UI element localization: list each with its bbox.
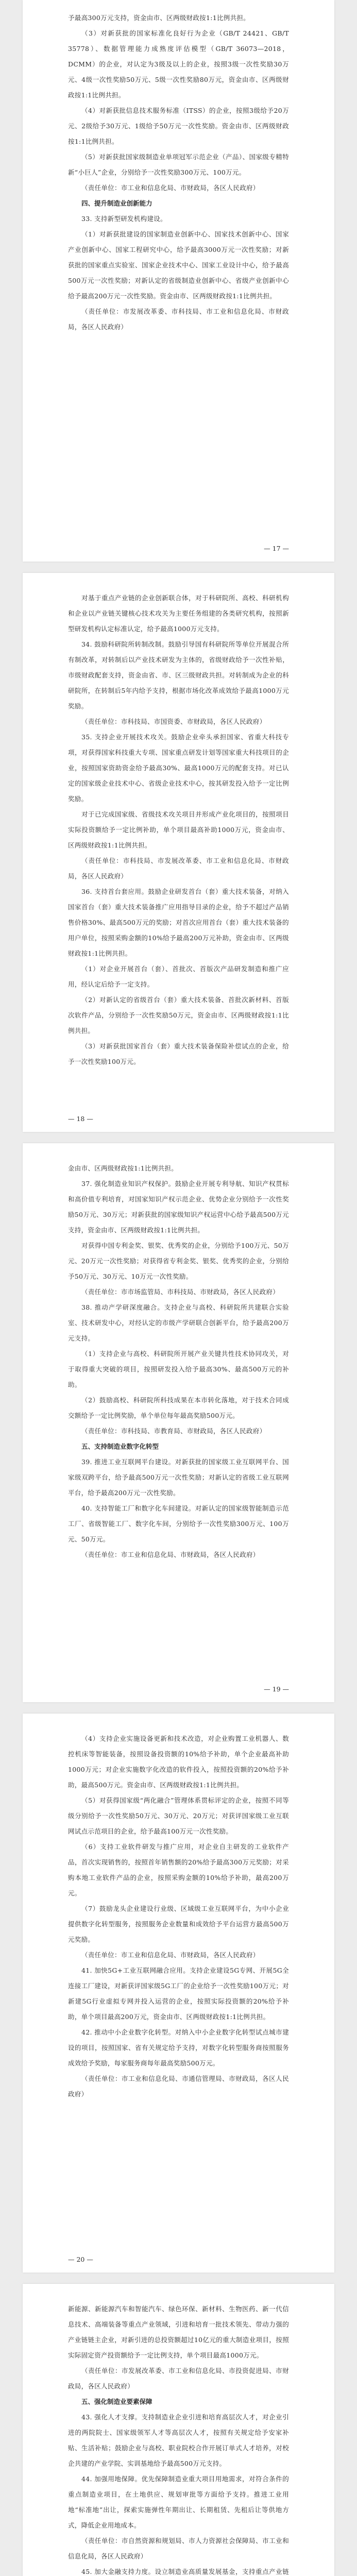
paragraph: （3）对新获批国家首台（套）重大技术装备保险补偿试点的企业，给予一次性奖励100万元。 (68, 1042, 289, 1065)
page-number: — 18 — (68, 1115, 93, 1123)
paragraph: （7）鼓励龙头企业建设行业级、区域级工业互联网平台，为中小企业提供数字化转型服务，按照服务企业数量和成效给予平台运营方最高500万元奖励。 (68, 1905, 289, 1943)
page-number: — 19 — (264, 1685, 289, 1693)
paragraph: （2）鼓励高校、科研院所科技成果在本市转化落地，对于技术合同成交额给予一定比例奖励，单个单位每年最高奖励500万元。 (68, 1396, 289, 1419)
page-number: — 17 — (264, 545, 289, 552)
paragraph: （4）支持企业实施设备更新和技术改造，对企业购置工业机器人、数控机床等智能装备，按照设备投资额的10%给予补助，单个企业最高补助1000万元；对企业实施数字化改造的软件投入，按照投资额的20%给予补助，最高500万元。资金由市、区两级财政按1:1比例共担。 (68, 1735, 289, 1789)
paragraph: 予最高300万元支持，资金由市、区两级财政按1:1比例共担。 (68, 14, 250, 22)
paragraph: 38. 推动产学研深度融合。支持企业与高校、科研院所共建联合实验室、技术研发中心，对经认定的市级产学研联合创新平台，给予最高200万元支持。 (68, 1303, 289, 1342)
paragraph: （5）对新获批国家级制造业单项冠军示范企业（产品）、国家级专精特新“小巨人”企业，分别给予一次性奖励300万元、100万元。 (68, 153, 289, 176)
paragraph: （1）支持企业与高校、科研院所开展产业关键共性技术协同攻关，对于取得重大突破的项目，按照研发投入给予最高30%、最高500万元的补助。 (68, 1350, 289, 1388)
paragraph: （2）对新认定的省级首台（套）重大技术装备、首批次新材料、首版次软件产品，分别给予一次性奖励50万元，资金由市、区两级财政按1:1比例共担。 (68, 996, 289, 1035)
paragraph: （责任单位：市自然资源和规划局、市人力资源社会保障局、市工业和信息化局，各区人民政府） (68, 2537, 289, 2560)
paragraph: （责任单位：市工业和信息化局、市财政局，各区人民政府） (81, 184, 260, 192)
paragraph: （1）对新获批建设的国家制造业创新中心、国家技术创新中心、国家产业创新中心、国家工程研究中心，给予最高3000万元一次性奖励；对新获批的国家重点实验室、国家企业技术中心、国家工业设计中心，给予最高500万元一次性奖励；对新认定的省级制造业创新中心、省级产业创新中心给予最高200万元一次性奖励。资金由市、区两级财政按1:1比例共担。 (68, 230, 289, 300)
paragraph: 对基于重点产业链的企业创新联合体，对于科研院所、高校、科研机构和企业以产业链关键核心技术攻关为主要任务组建的各类研究机构，按照新型研发机构认定标准认定，给予最高1000万元支持。 (68, 594, 289, 633)
paragraph: （3）对新获批的国家标准化良好行为企业（GB/T 24421、GB/T 35778）、数据管理能力成熟度评估模型（GB/T 36073—2018，DCMM）的企业，对认定为3级及以上的企业，按照3级一次性奖励30万元、4级一次性奖励50万元、5级一次性奖励80万元，资金由市、区两级财政按1:1比例共担。 (68, 29, 289, 99)
paragraph: 金由市、区两级财政按1:1比例共担。 (68, 1164, 178, 1172)
section-heading: 四、提升制造业创新能力 (81, 199, 152, 207)
paragraph: 41. 加快5G+工业互联网融合应用。支持企业建设5G专网、开展5G全连接工厂建设，对新获评国家级5G工厂的企业给予一次性奖励100万元；对新建5G行业虚拟专网并投入运营的企业，按照实际投资额的20%给予补助，单个项目最高200万元，资金由市、区两级财政按1:1比例共担。 (68, 1967, 289, 2021)
paragraph: （4）对新获批信息技术服务标准（ITSS）的企业，按照3级给予20万元、2级给予30万元、1级给予50万元一次性奖励。资金由市、区两级财政按1:1比例共担。 (68, 107, 289, 145)
paragraph: 44. 加强用地保障。优先保障制造业重大项目用地需求，对符合条件的重点制造业项目，在土地供应、规划审批等方面给予支持。推进工业用地“标准地”出让，探索实施弹性年期出让、长期租赁、先租后让等供地方式，降低企业用地成本。 (68, 2475, 289, 2529)
paragraph: （责任单位：市工业和信息化局、市通信管理局、市财政局，各区人民政府） (68, 2075, 289, 2098)
section-heading: 五、强化制造业要素保障 (81, 2398, 152, 2405)
paragraph: （1）对企业开展首台（套）、首批次、首版次产品研发制造和推广应用，经认定后给予一定支持。 (68, 965, 289, 988)
paragraph: 对获得中国专利金奖、银奖、优秀奖的企业，分别给予100万元、50万元、20万元一次性奖励；对获得省专利金奖、银奖、优秀奖的企业，分别给予50万元、30万元、10万元一次性奖励。 (68, 1242, 289, 1280)
paragraph: （责任单位：市发展改革委、市科技局、市工业和信息化局、市财政局，各区人民政府） (68, 308, 289, 331)
paragraph: （6）支持工业软件研发与推广应用，对企业自主研发的工业软件产品，首次实现销售的，按照首年销售额的20%给予最高300万元奖励；对采购本地工业软件产品的企业，按照采购金额的10%给予补助，最高200万元。 (68, 1843, 289, 1897)
paragraph: （责任单位：市市场监管局、市科技局、市财政局，各区人民政府） (81, 1288, 280, 1296)
paragraph: （责任单位：市工业和信息化局、市财政局，各区人民政府） (81, 1951, 260, 1959)
paragraph: 34. 鼓励科研院所转制改制。鼓励引导国有科研院所等单位开展混合所有制改革，对转制后以产业技术研发为主体的，省级财政给予一次性补贴，市级财政配套支持，资金由省、市、区三级财政共担。对转制成为企业的科研院所，在转制后5年内给予支持，根据市场化改革成效给予最高1000万元奖励。 (68, 640, 289, 710)
document-page-17 (23, 0, 334, 562)
paragraph: 37. 强化制造业知识产权保护。鼓励企业开展专利导航、知识产权贯标和高价值专利培育，对国家知识产权示范企业、优势企业分别给予一次性奖励50万元、30万元；对新获批的国家级知识产权运营中心给予最高500万元支持，资金由市、区两级财政按1:1比例共担。 (68, 1180, 289, 1234)
paragraph: （责任单位：市工业和信息化局、市财政局，各区人民政府） (81, 1551, 260, 1558)
paragraph: 对于已完成国家级、省级技术攻关项目并形成产业化项目的，按照项目实际投资额给予一定比例补助，单个项目最高补助1000万元，资金由市、区两级财政按1:1比例共担。 (68, 810, 289, 849)
paragraph: 43. 强化人才支撑。支持制造业企业引进和培育高层次人才，对企业引进的两院院士、国家级领军人才等高层次人才，按照有关规定给予安家补贴、生活补贴；鼓励企业与高校、职业院校合作开展订单式人才培养，对校企共建的产业学院、实训基地给予最高500万元支持。 (68, 2413, 289, 2467)
document-page-20 (23, 1714, 334, 2273)
paragraph: 42. 推动中小企业数字化转型。对纳入中小企业数字化转型试点城市建设的项目，按照国家、省有关规定给予支持，对数字化转型服务商按照服务成效给予奖励，每家服务商每年最高奖励500万元。 (68, 2028, 289, 2067)
paragraph: 40. 支持智能工厂和数字化车间建设。对新认定的国家级智能制造示范工厂、省级智能工厂、数字化车间，分别给予一次性奖励300万元、100万元、50万元。 (68, 1504, 289, 1543)
paragraph: 45. 加大金融支持力度。设立制造业高质量发展基金，支持重点产业链 (81, 2568, 289, 2575)
document-page-19 (23, 1143, 334, 1702)
paragraph: 33. 支持新型研发机构建设。 (81, 215, 167, 223)
paragraph: （责任单位：市科技局、市教育局、市财政局，各区人民政府） (81, 1427, 266, 1435)
paragraph: （责任单位：市科技局、市国资委、市财政局，各区人民政府） (81, 718, 266, 725)
paragraph: 36. 支持首台套应用。鼓励企业研发首台（套）重大技术装备，对纳入国家首台（套）重大技术装备推广应用指导目录的企业，给予不超过产品销售价格30%、最高500万元的奖励；对首次应用首台（套）重大技术装备的用户单位，按照采购金额的10%给予最高200万元补助，资金由市、区两级财政按1:1比例共担。 (68, 888, 289, 957)
paragraph: 39. 推进工业互联网平台建设。对新获批的国家级工业互联网平台、国家级双跨平台，给予最高500万元一次性奖励；对新认定的省级工业互联网平台，给予最高200万元一次性奖励。 (68, 1458, 289, 1497)
document-page-21 (23, 2284, 334, 2576)
document-page-18 (23, 573, 334, 1132)
paragraph: （5）对获得国家级“两化融合”管理体系贯标评定的企业，按照不同等级分别给予一次性奖励50万元、30万元、20万元；对获评国家级工业互联网试点示范项目的企业，给予最高100万元一次性奖励。 (68, 1797, 289, 1835)
page-number: — 20 — (68, 2256, 93, 2263)
paragraph: （责任单位：市发展改革委、市工业和信息化局、市投资促进局、市财政局，各区人民政府） (68, 2367, 289, 2390)
paragraph: （责任单位：市科技局、市发展改革委、市工业和信息化局、市财政局，各区人民政府） (68, 857, 289, 880)
paragraph: 35. 支持企业开展技术攻关。鼓励企业牵头承担国家、省重大科技专项，对获得国家科技重大专项、国家重点研发计划等国家重大科技项目的企业，按照国家资助资金给予最高30%、最高1000万元的配套支持。对已认定的国家级企业技术中心、省级企业技术中心，按其研发投入给予一定比例奖励。 (68, 733, 289, 803)
paragraph: 新能源、新能源汽车和智能汽车、绿色环保、新材料、生物医药、新一代信息技术、高端装备等重点产业领域，引进和培育一批技术领先、带动力强的产业链链主企业，对新引进的总投资额超过10亿元的重大制造业项目，按照实际固定资产投资额给予一定比例支持，单个项目最高1000万元。 (68, 2305, 289, 2359)
section-heading: 五、支持制造业数字化转型 (81, 1443, 159, 1450)
